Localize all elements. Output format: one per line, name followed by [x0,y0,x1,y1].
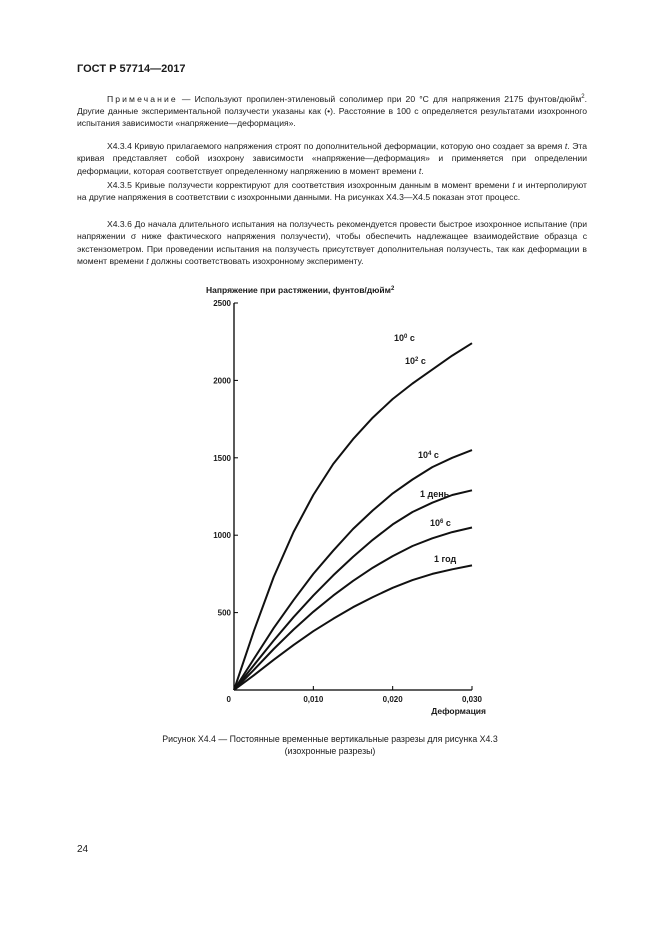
standard-header: ГОСТ Р 57714—2017 [77,63,186,75]
x-tick-label: 0,010 [303,695,324,704]
p2-text-a: Х4.3.5 Кривые ползучести корректируют для соответствия изохронным данным в момент времени [107,180,513,190]
y-tick-label: 500 [217,608,231,618]
note-label: Примечание [107,93,178,104]
p2-time-var: t [512,180,515,190]
series-label: $10^6$ с [430,518,451,528]
y-tick-label: 2000 [213,376,231,386]
x-tick-label: 0 [226,695,231,704]
x-tick-label: 0,030 [461,695,483,704]
paragraph-x4-3-6 [77,218,587,267]
note-text-a: — Используют пропилен-этиленовый сополимер при 20 °С для напряжения 2175 фунтов/ [177,93,560,104]
caption-line-1: Рисунок Х4.4 — Постоянные временные вертикальные разрезы для рисунка Х4.3 [162,734,498,744]
note-sup: 2 [581,94,585,100]
caption-line-2: (изохронные разрезы) [284,746,376,756]
series-label: 1 год [434,554,457,564]
x-axis-title: Деформация [431,706,486,716]
series-label: $10^2$ с [405,356,426,366]
p1-text-c: . [421,165,424,176]
p1-text-a: Х4.3.4 Кривую прилагаемого напряжения строят по дополнительной деформации, которую оно создает за время [107,141,565,151]
p1-time-var-2: t [418,165,422,176]
x-tick-label: 0,020 [382,695,403,704]
note-text-c: . Другие данные экспериментальной ползучести указаны как (•). Расстояние в 100 с определяется результатами изохронного испытания зависимости «напряжение—деформация». [77,93,587,129]
p1-text-b: . Эта кривая представляет собой изохрону зависимости «напряжение—деформация» и применяется при определении деформации, которая соответствует определенному напряжению в момент времени [77,141,587,176]
paragraph-x4-3-4 [77,140,587,177]
chart-svg [190,278,510,723]
isochronous-chart [190,278,510,723]
series-label: 1 день [420,489,450,499]
p2-text-b: и интерполируют на другие напряжения в соответствии с изохронными данными. На рисунках Х4.3—Х4.5 показан этот процесс. [77,180,587,203]
p3-time-var: t [146,255,149,266]
p3-text-b: должны соответствовать изохронному эксперименту. [148,255,364,266]
y-tick-label: 1500 [213,453,231,463]
figure-caption [120,733,540,757]
note-paragraph [77,91,587,130]
series-line [234,343,472,690]
series-line [234,565,472,690]
curve-annotation: $10^0$ с [394,333,415,343]
paragraph-x4-3-5 [77,179,587,204]
p1-time-var: t [564,141,568,151]
series-line [234,528,472,691]
page-number: 24 [77,844,89,855]
series-label: $10^4$ с [418,450,439,460]
y-tick-label: 1000 [213,531,231,541]
p3-text-a: Х4.3.6 До начала длительного испытания на ползучесть рекомендуется провести быстрое изохронное испытание (при напряжении σ ниже фактического напряжения ползучести), чтобы обеспечить надлежащее взаимодействие образца с экстензометром. При проведении испытания на ползучесть присутствует дополнительная ползучесть, так как деформации в момент времени [77,219,587,266]
note-text-b: дюйм [559,93,582,104]
y-tick-label: 2500 [213,299,231,308]
y-axis-title: Напряжение при растяжении, фунтов/дюйм$^2$ [206,285,395,295]
